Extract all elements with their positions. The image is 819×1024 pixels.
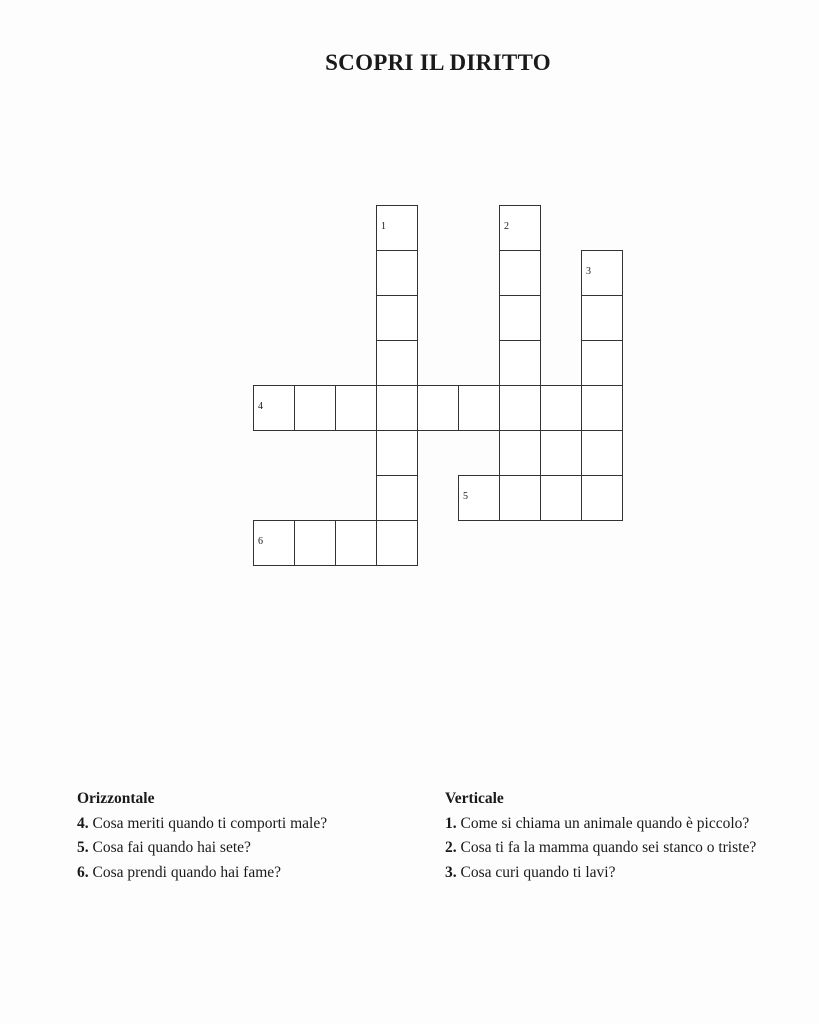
across-clues xyxy=(77,788,407,886)
clue-across-4: 4. Cosa meriti quando ti comporti male? xyxy=(77,814,328,832)
grid-cell[interactable] xyxy=(499,295,541,341)
clue-across-5: 5. Cosa fai quando hai sete? xyxy=(77,839,251,856)
grid-cell[interactable] xyxy=(581,385,623,431)
grid-cell[interactable] xyxy=(540,385,582,431)
grid-cell[interactable] xyxy=(540,475,582,521)
grid-cell[interactable] xyxy=(499,430,541,476)
clue-down-3: 3. Cosa curi quando ti lavi? xyxy=(445,863,616,881)
grid-cell[interactable] xyxy=(376,250,418,296)
grid-cell[interactable] xyxy=(581,475,623,521)
grid-cell[interactable] xyxy=(335,385,377,431)
grid-cell[interactable] xyxy=(417,385,459,431)
grid-cell[interactable] xyxy=(335,520,377,566)
cell-number: 1 xyxy=(381,221,386,232)
grid-cell[interactable] xyxy=(581,340,623,386)
page-title: SCOPRI IL DIRITTO xyxy=(325,50,551,75)
grid-cell[interactable] xyxy=(499,385,541,431)
cell-number: 3 xyxy=(586,266,591,277)
grid-cell[interactable] xyxy=(376,295,418,341)
clue-down-2: 2. Cosa ti fa la mamma quando sei stanco o triste? xyxy=(445,839,757,856)
grid-cell[interactable] xyxy=(499,205,541,251)
grid-cell[interactable] xyxy=(376,520,418,566)
grid-cell[interactable] xyxy=(376,475,418,521)
grid-cell[interactable] xyxy=(581,430,623,476)
clue-across-6: 6. Cosa prendi quando hai fame? xyxy=(77,863,282,881)
grid-cell[interactable] xyxy=(499,340,541,386)
grid-cell[interactable] xyxy=(376,385,418,431)
grid-cell[interactable] xyxy=(581,250,623,296)
clue-down-1: 1. Come si chiama un animale quando è piccolo? xyxy=(445,814,750,832)
grid-cell[interactable] xyxy=(499,250,541,296)
grid-cell[interactable] xyxy=(376,430,418,476)
grid-cell[interactable] xyxy=(540,430,582,476)
grid-cell[interactable] xyxy=(458,385,500,431)
down-heading: Verticale xyxy=(445,790,504,807)
grid-cell[interactable] xyxy=(581,295,623,341)
grid-cell[interactable] xyxy=(253,385,295,431)
cell-number: 6 xyxy=(258,536,263,547)
grid-cell[interactable] xyxy=(253,520,295,566)
grid-cell[interactable] xyxy=(294,520,336,566)
grid-cell[interactable] xyxy=(376,205,418,251)
grid-cell[interactable] xyxy=(376,340,418,386)
grid-cell[interactable] xyxy=(499,475,541,521)
across-heading: Orizzontale xyxy=(77,790,155,807)
cell-number: 2 xyxy=(504,221,509,232)
cell-number: 4 xyxy=(258,401,263,412)
cell-number: 5 xyxy=(463,491,468,502)
grid-cell[interactable] xyxy=(458,475,500,521)
grid-cell[interactable] xyxy=(294,385,336,431)
crossword-grid xyxy=(253,205,623,565)
down-clues xyxy=(445,788,775,886)
